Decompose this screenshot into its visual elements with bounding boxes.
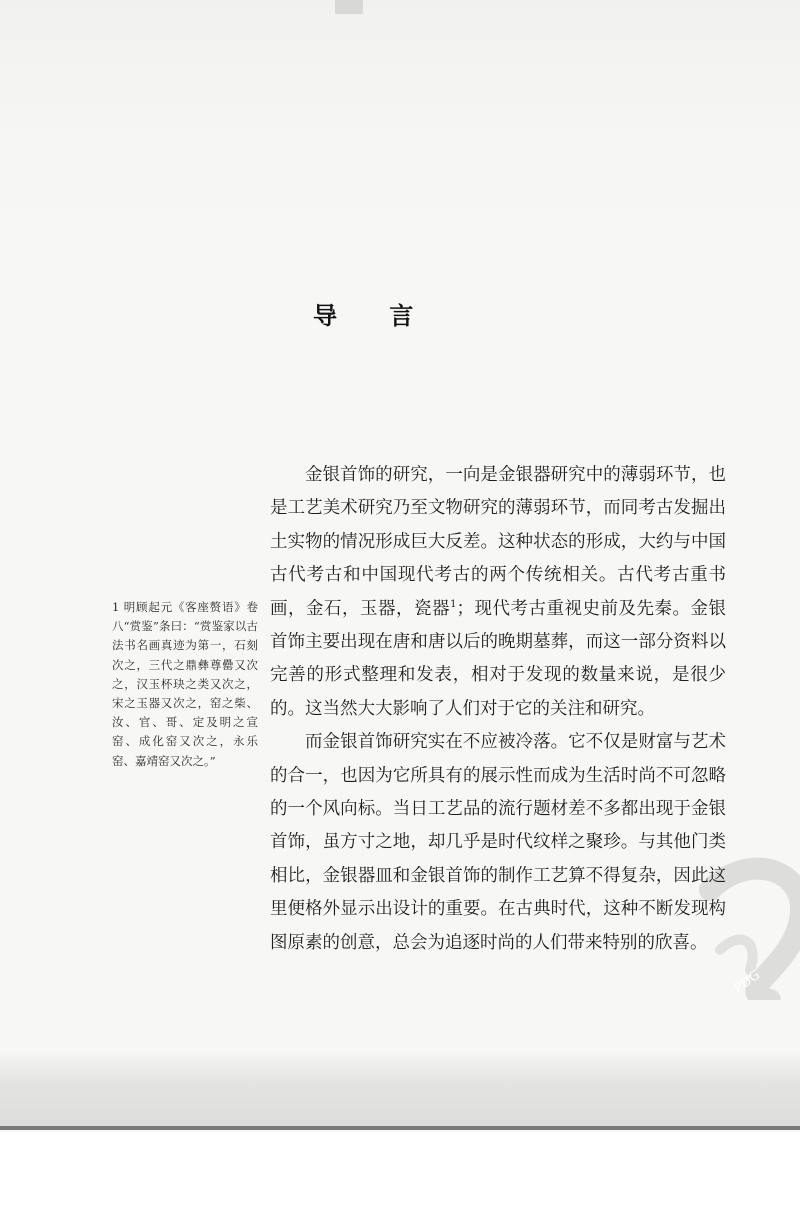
watermark-label: PDG <box>731 967 764 997</box>
body-text <box>270 459 726 960</box>
scan-top-shading <box>0 0 800 240</box>
scan-bottom-edge <box>0 1126 800 1130</box>
footnote-text: 明顾起元《客座赘语》卷八“赏鉴”条曰：“赏鉴家以古法书名画真迹为第一，石刻次之，三代之鼎彝尊罍又次之，汉玉杯玦之类又次之，宋之玉器又次之，窑之柴、汝、官、哥、定及明之宣窑、成化窑又次之，永乐窑、嘉靖窑又次之。” <box>112 600 259 768</box>
footnote-number: 1 <box>112 600 120 614</box>
scan-top-mark <box>335 0 363 14</box>
footnote <box>112 598 258 771</box>
paragraph-1 <box>270 459 726 726</box>
paragraph-2: 而金银首饰研究实在不应被冷落。它不仅是财富与艺术的合一，也因为它所具有的展示性而成为生活时尚不可忽略的一个风向标。当日工艺品的流行题材差不多都出现于金银首饰，虽方寸之地，却几乎是时代纹样之聚珍。与其他门类相比，金银器皿和金银首饰的制作工艺算不得复杂，因此这里便格外显示出设计的重要。在古典时代，这种不断发现构图原素的创意，总会为追逐时尚的人们带来特别的欣喜。 <box>270 732 726 953</box>
scan-bottom-shading <box>0 1050 800 1128</box>
page-title: 导 言 <box>313 301 436 330</box>
paragraph-1-text-cont: ；现代考古重视史前及先秦。金银首饰主要出现在唐和唐以后的晚期墓葬，而这一部分资料以完善的形式整理和发表，相对于发现的数量来说，是很少的。这当然大大影响了人们对于它的关注和研究。 <box>270 598 727 719</box>
paragraph-1-text: 金银首饰的研究，一向是金银器研究中的薄弱环节，也是工艺美术研究乃至文物研究的薄弱环节，而同考古发掘出土实物的情况形成巨大反差。这种状态的形成，大约与中国古代考古和中国现代考古的两个传统相关。古代考古重书画，金石，玉器，瓷器 <box>270 465 726 619</box>
footnote-reference[interactable]: 1 <box>450 598 457 610</box>
